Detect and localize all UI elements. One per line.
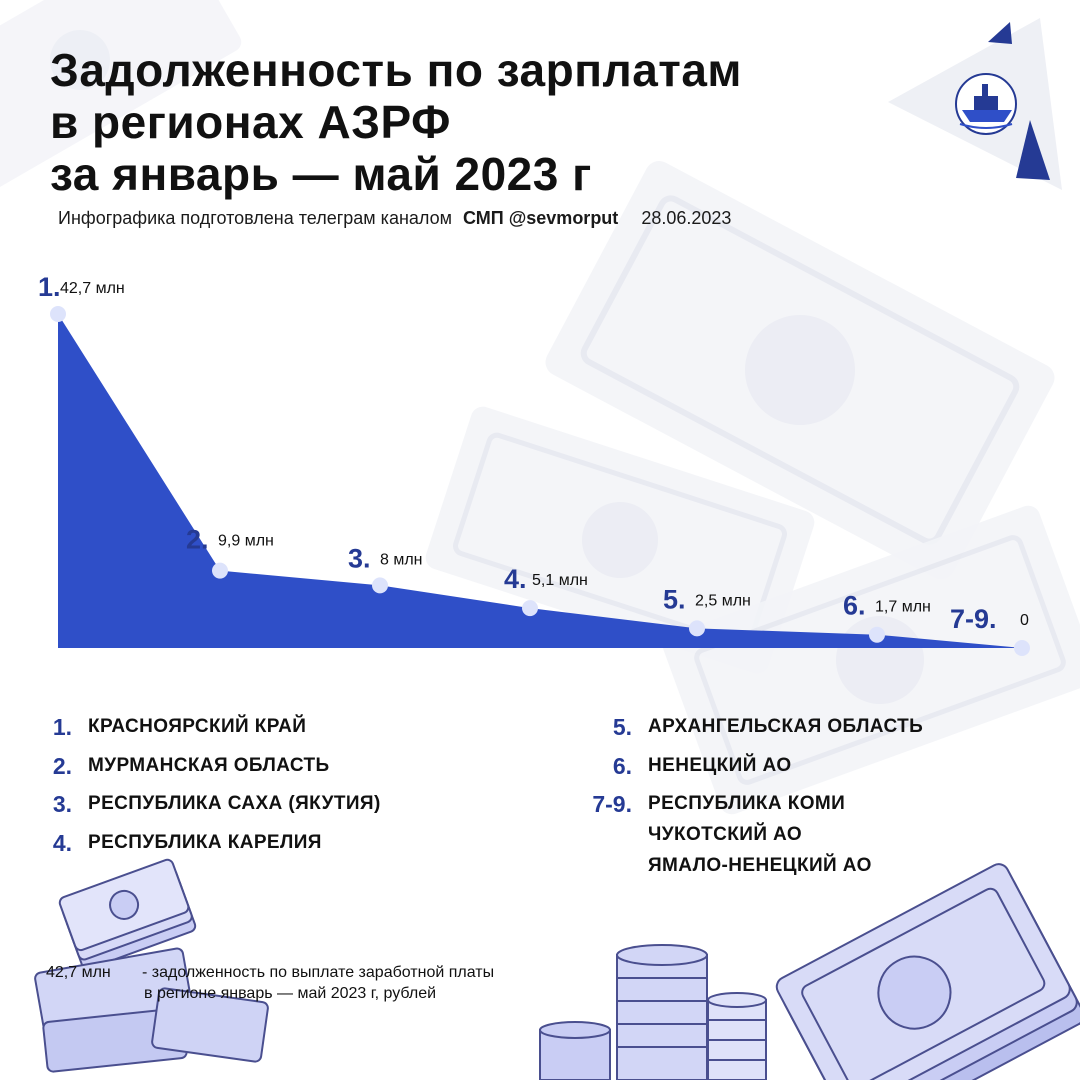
legend-number: 3. (52, 791, 72, 817)
legend-number: 7-9. (592, 791, 632, 817)
rank-label: 4. (504, 564, 527, 595)
data-point (869, 627, 885, 643)
data-point (522, 600, 538, 616)
legend-region-name: РЕСПУБЛИКА КОМИ (648, 793, 846, 814)
value-label: 9,9 млн (218, 532, 274, 550)
legend-region-name: КРАСНОЯРСКИЙ КРАЙ (88, 716, 307, 737)
data-point (1014, 640, 1030, 656)
legend-region-name: ЧУКОТСКИЙ АО (648, 824, 803, 845)
legend-region-name: НЕНЕЦКИЙ АО (648, 754, 792, 776)
data-point (50, 306, 66, 322)
credit-brand: СМП @sevmorput (463, 208, 619, 228)
value-label: 2,5 млн (695, 592, 751, 610)
rank-label: 3. (348, 543, 371, 574)
footnote-value: 42,7 млн (46, 964, 111, 981)
footnote-line: в регионе январь — май 2023 г, рублей (144, 985, 437, 1002)
data-point (689, 620, 705, 636)
rank-label: 6. (843, 590, 866, 621)
legend-region-name: МУРМАНСКАЯ ОБЛАСТЬ (88, 754, 330, 776)
publication-date: 28.06.2023 (641, 208, 732, 228)
legend-number: 5. (612, 714, 632, 740)
legend-number: 1. (52, 714, 72, 740)
legend-region-name: РЕСПУБЛИКА САХА (ЯКУТИЯ) (88, 793, 381, 814)
title-line: за январь — май 2023 г (50, 148, 592, 200)
value-label: 0 (1020, 612, 1029, 629)
footnote-text (142, 962, 602, 1004)
rank-label: 2. (186, 524, 209, 555)
legend-region-name: РЕСПУБЛИКА КАРЕЛИЯ (88, 831, 322, 853)
value-label: 8 млн (380, 551, 423, 569)
legend-number: 6. (612, 752, 632, 779)
legend-number: 2. (52, 752, 72, 779)
rank-label: 7-9. (950, 604, 997, 634)
title-line: в регионах АЗРФ (50, 96, 451, 148)
legend-number: 4. (52, 829, 72, 856)
footnote-line: - задолженность по выплате заработной платы (142, 964, 495, 981)
value-label: 1,7 млн (875, 598, 931, 616)
rank-label: 1. (38, 272, 61, 302)
rank-label: 5. (663, 584, 686, 615)
value-label: 42,7 млн (60, 280, 125, 297)
data-point (212, 563, 228, 579)
title-line: Задолженность по зарплатам (50, 44, 742, 96)
value-label: 5,1 млн (532, 572, 588, 590)
legend-region-name: ЯМАЛО-НЕНЕЦКИЙ АО (648, 855, 872, 876)
data-point (372, 577, 388, 593)
credit-text: Инфографика подготовлена телеграм каналом (58, 208, 453, 228)
legend-region-name: АРХАНГЕЛЬСКАЯ ОБЛАСТЬ (648, 716, 924, 737)
